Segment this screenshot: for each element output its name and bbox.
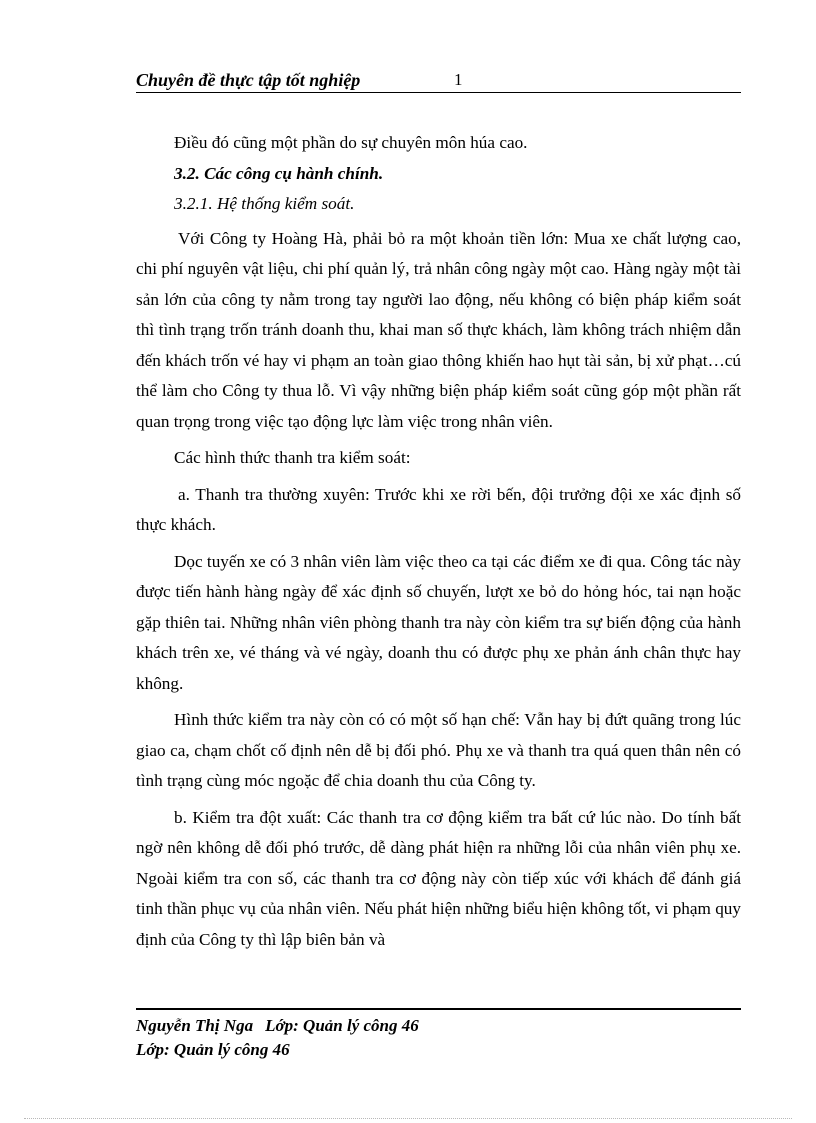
author-name: Nguyễn Thị Nga [136, 1016, 254, 1035]
section-heading: 3.2. Các công cụ hành chính. [174, 163, 384, 183]
paragraph-inspection-forms: Các hình thức thanh tra kiểm soát: [174, 448, 411, 467]
intro-line: Điều đó cũng một phần do sự chuyên môn húa cao. [174, 133, 528, 152]
paragraph-limitations: Hình thức kiểm tra này còn có có một số hạn chế: Vẫn hay bị đứt quãng trong lúc giao ca, chạm chốt cố định nên dễ bị đối phó. Phụ xe và thanh tra quá quen thân nên có tình trạng cùng móc ngoặc để chia doanh thu của Công ty. [136, 710, 741, 790]
paragraph-control-system: Với Công ty Hoàng Hà, phải bỏ ra một khoản tiền lớn: Mua xe chất lượng cao, chi phí nguyên vật liệu, chi phí quản lý, trả nhân công ngày một cao. Hàng ngày một tài sản lớn của công ty nằm trong tay người lao động, nếu không có biện pháp kiểm soát thì tình trạng trốn tránh doanh thu, khai man số thực khách, làm không trách nhiệm dẫn đến khách trốn vé hay vi phạm an toàn giao thông khiến hao hụt tài sản, bị xử phạt…cú thể làm cho Công ty thua lỗ. Vì vậy những biện pháp kiểm soát cũng góp một phần rất quan trọng trong việc tạo động lực làm việc trong nhân viên. [136, 228, 741, 431]
page-header [136, 66, 741, 93]
page-edge-divider [24, 1118, 792, 1119]
paragraph-surprise-inspection: b. Kiểm tra đột xuất: Các thanh tra cơ động kiểm tra bất cứ lúc nào. Do tính bất ngờ nên không dễ đối phó trước, dễ dàng phát hiện ra những lỗi của nhân viên phụ xe. Ngoài kiểm tra con số, các thanh tra cơ động này còn tiếp xúc với khách để đánh giá tinh thần phục vụ của nhân viên. Nếu phát hiện những biểu hiện không tốt, vi phạm quy định của Công ty thì lập biên bản và [136, 807, 741, 949]
document-body [136, 128, 741, 955]
page-number: 1 [454, 70, 463, 89]
class-label: Lớp: Quản lý công 46 [265, 1016, 419, 1035]
header-title: Chuyên đề thực tập tốt nghiệp [136, 70, 361, 90]
footer-line-1 [136, 1014, 741, 1038]
subsection-heading: 3.2.1. Hệ thống kiểm soát. [174, 194, 355, 213]
page-footer [136, 1008, 741, 1062]
paragraph-regular-inspection: a. Thanh tra thường xuyên: Trước khi xe rời bến, đội trưởng đội xe xác định số thực khách. [136, 484, 741, 534]
paragraph-route-staff: Dọc tuyến xe có 3 nhân viên làm việc theo ca tại các điểm xe đi qua. Công tác này được tiến hành hàng ngày để xác định số chuyến, lượt xe bỏ do hỏng hóc, tai nạn hoặc gặp thiên tai. Những nhân viên phòng thanh tra này còn kiểm tra sự biến động của hành khách trên xe, vé tháng và vé ngày, doanh thu có được phụ xe phản ánh chân thực hay không. [136, 551, 741, 693]
footer-class-line: Lớp: Quản lý công 46 [136, 1040, 290, 1059]
